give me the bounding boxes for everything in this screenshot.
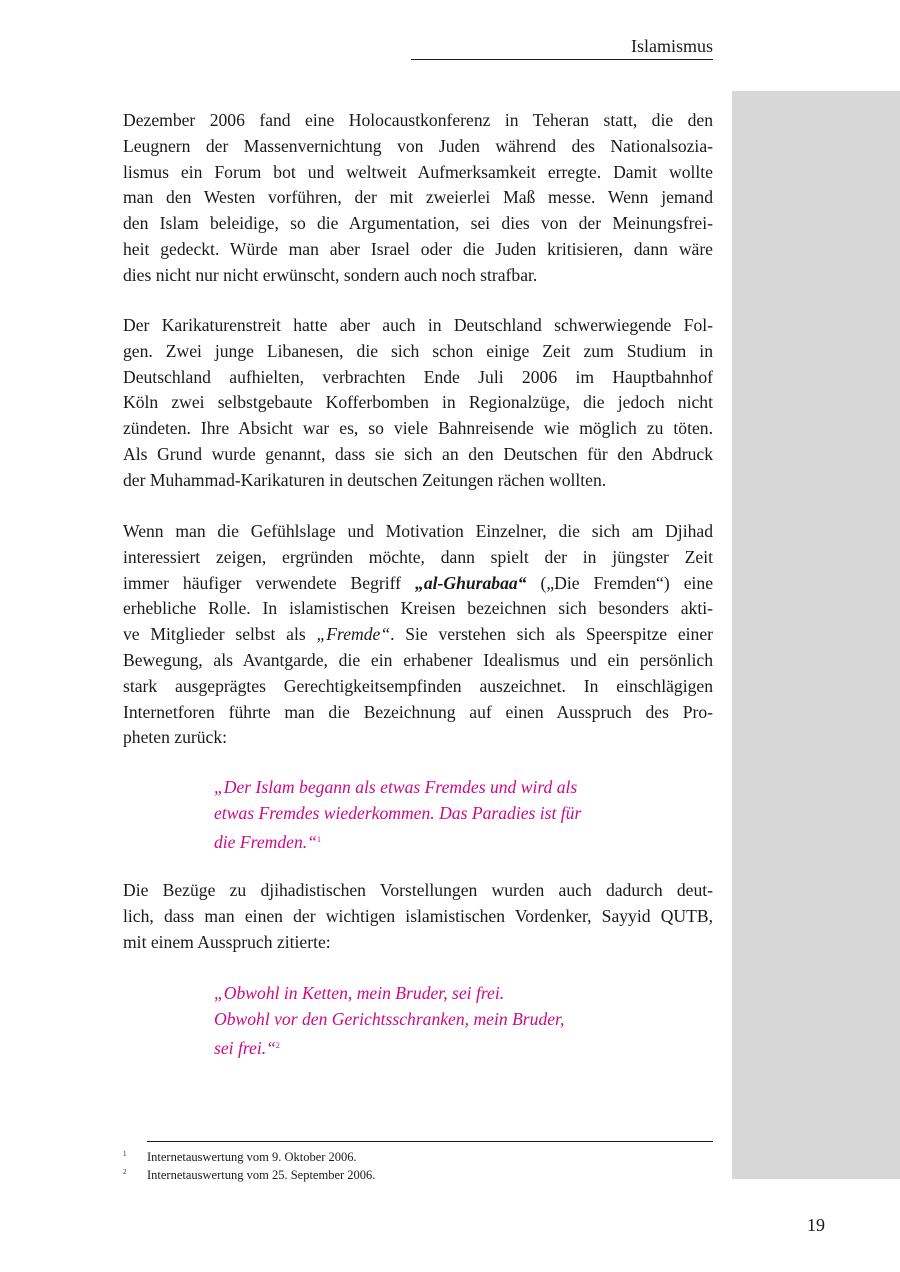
paragraph-2 [123,313,713,494]
text-line: Dezember 2006 fand eine Holocaustkonferenz in Teheran statt, die den [123,110,713,130]
quote-line: „Obwohl in Ketten, mein Bruder, sei frei. [214,983,505,1003]
text-line: den Islam beleidige, so die Argumentation, sei dies von der Meinungsfrei- [123,213,713,234]
quote-line [214,827,644,856]
text-fragment: („Die Fremden“) eine [526,572,714,593]
footnote-ref: 1 [316,834,321,844]
text-line: Deutschland aufhielten, verbrachten Ende Juli 2006 im Hauptbahnhof [123,366,713,387]
text-line: Köln zwei selbstgebaute Kofferbomben in Regionalzüge, die jedoch nicht [123,392,713,413]
text-line: dies nicht nur nicht erwünscht, sondern auch noch strafbar. [123,264,538,285]
footnote-ref: 2 [275,1040,280,1050]
text-line: erhebliche Rolle. In islamistischen Kreisen bezeichnen sich besonders akti- [123,598,713,619]
text-line: Wenn man die Gefühlslage und Motivation Einzelner, die sich am Djihad [123,521,713,541]
block-quote-2 [214,981,644,1061]
text-line: stark ausgeprägtes Gerechtigkeitsempfinden auszeichnet. In einschlägigen [123,675,713,696]
quote-line: etwas Fremdes wiederkommen. Das Paradies ist für [214,802,582,823]
text-line: lismus ein Forum bot und weltweit Aufmerksamkeit erregte. Damit wollte [123,161,713,182]
paragraph-1 [123,108,713,289]
paragraph-4 [123,878,713,955]
text-line: der Muhammad-Karikaturen in deutschen Zeitungen rächen wollten. [123,469,607,490]
text-line: man den Westen vorführen, der mit zweierlei Maß messe. Wenn jemand [123,187,713,208]
quote-text: die Fremden.“ [214,831,317,852]
text-line: Der Karikaturenstreit hatte aber auch in Deutschland schwerwiegende Fol- [123,315,713,335]
text-line [123,571,713,597]
footnote-rule [147,1141,713,1142]
footnote-number: 1 [123,1150,127,1158]
text-line: zündeten. Ihre Absicht war es, so viele Bahnreisende wie möglich zu töten. [123,418,713,439]
footnote-number: 2 [123,1168,127,1176]
page-number: 19 [807,1215,825,1235]
term-fremde: „Fremde“ [316,624,391,645]
text-line: interessiert zeigen, ergründen möchte, dann spielt der in jüngster Zeit [123,546,713,567]
text-line: Leugnern der Massenvernichtung von Juden während des Nationalsozia- [123,135,713,156]
term-al-ghurabaa: „al-Ghurabaa“ [415,572,527,593]
text-line: Die Bezüge zu djihadistischen Vorstellungen wurden auch dadurch deut- [123,880,713,900]
quote-text: sei frei.“ [214,1037,276,1058]
text-line: Bewegung, als Avantgarde, die ein erhabener Idealismus und ein persönlich [123,649,713,670]
text-fragment: ve Mitglieder selbst als [123,624,317,645]
running-header: Islamismus [630,36,713,56]
text-line: Als Grund wurde genannt, dass sie sich an den Deutschen für den Abdruck [123,443,713,464]
text-line: pheten zurück: [123,727,228,748]
footnote-text: Internetauswertung vom 25. September 2006. [147,1168,376,1182]
footnote-text: Internetauswertung vom 9. Oktober 2006. [147,1150,357,1164]
paragraph-3 [123,519,713,751]
text-line: gen. Zwei junge Libanesen, die sich schon einige Zeit zum Studium in [123,340,713,361]
quote-line: „Der Islam begann als etwas Fremdes und wird als [214,777,578,797]
margin-sidebar [732,91,900,1179]
text-fragment: immer häufiger verwendete Begriff [123,572,416,593]
text-fragment: . Sie verstehen sich als Speerspitze einer [390,624,713,645]
text-line: heit gedeckt. Würde man aber Israel oder die Juden kritisieren, dann wäre [123,238,713,259]
text-line [123,622,713,648]
quote-line [214,1033,644,1062]
text-line: Internetforen führte man die Bezeichnung auf einen Ausspruch des Pro- [123,701,713,722]
quote-line: Obwohl vor den Gerichtsschranken, mein Bruder, [214,1008,565,1029]
text-line: mit einem Ausspruch zitierte: [123,931,331,952]
block-quote-1 [214,775,644,855]
text-line: lich, dass man einen der wichtigen islamistischen Vordenker, Sayyid QUTB, [123,905,713,926]
header-rule [411,59,713,60]
